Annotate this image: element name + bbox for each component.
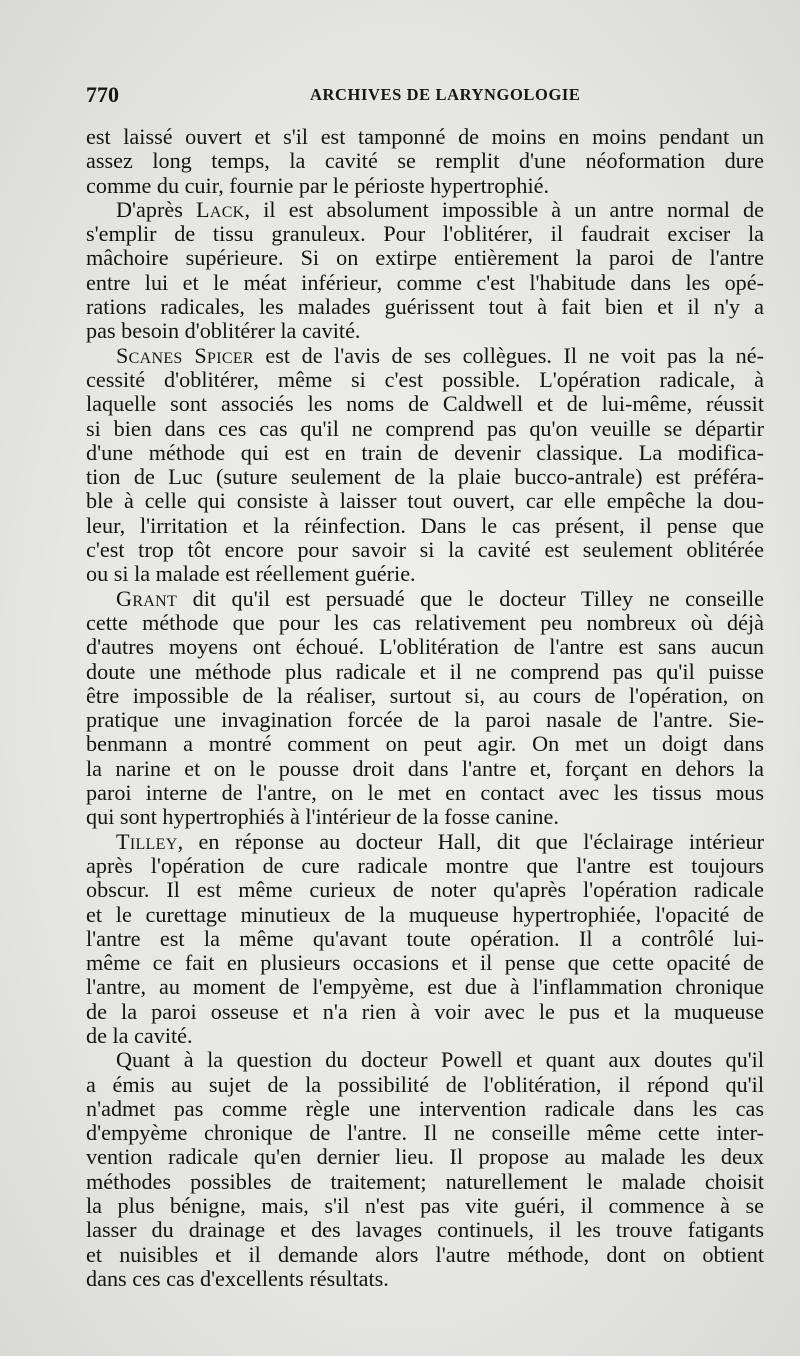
text-line: pratique une invagination forcée de la paroi nasale de l'antre. Sie- [86,707,764,733]
speaker-name: Lack [195,196,245,222]
page-number: 770 [86,82,119,107]
text-line: paroi interne de l'antre, on le met en contact avec les tissus mous [86,780,764,806]
text-fragment: D'après [116,196,196,222]
speaker-name: Scanes Spicer [116,342,254,368]
text-line: après l'opération de cure radicale montre que l'antre est toujours [86,852,764,878]
text-line: ble à celle qui consiste à laisser tout ouvert, car elle empêche la dou- [86,488,764,514]
text-line: pas besoin d'oblitérer la cavité. [86,318,361,344]
text-line: d'une méthode qui est en train de devenir classique. La modifica- [86,439,764,465]
speaker-name: Grant [116,585,178,611]
paragraph [86,830,764,1049]
text-fragment: dit qu'il est persuadé que le docteur Tilley ne conseille [177,585,764,611]
text-line: doute une méthode plus radicale et il ne comprend pas qu'il puisse [86,658,764,684]
text-line [86,344,764,368]
text-line [86,587,764,611]
text-line: être impossible de la réaliser, surtout si, au cours de l'opération, on [86,682,764,708]
text-line: rations radicales, les malades guérissent tout à fait bien et il n'y a [86,294,764,320]
text-line: et nuisibles et il demande alors l'autre méthode, dont on obtient [86,1241,764,1267]
page-header [86,82,776,110]
text-line: benmann a montré comment on peut agir. On met un doigt dans [86,731,764,757]
text-fragment: , il est absolument impossible à un antre normal de [244,196,764,222]
text-line: d'autres moyens ont échoué. L'oblitération de l'antre est sans aucun [86,634,764,660]
text-line: de la cavité. [86,1022,193,1048]
text-line: dans ces cas d'excellents résultats. [86,1265,389,1291]
text-line: c'est trop tôt encore pour savoir si la cavité est seulement oblitérée [86,537,764,563]
text-line: même ce fait en plusieurs occasions et il pense que cette opacité de [86,950,764,976]
text-line: et le curettage minutieux de la muqueuse hypertrophiée, l'opacité de [86,901,764,927]
text-line: entre lui et le méat inférieur, comme c'est l'habitude dans les opé- [86,269,764,295]
paragraph [86,1048,764,1291]
text-line: méthodes possibles de traitement; naturellement le malade choisit [86,1168,764,1194]
text-line: laquelle sont associés les noms de Caldwell et de lui-même, réussit [86,391,764,417]
speaker-name: Tilley [116,828,178,854]
text-line: l'antre, au moment de l'empyème, est due à l'inflammation chronique [86,974,764,1000]
paragraph [86,587,764,830]
text-fragment: est de l'avis de ses collègues. Il ne voit pas la né- [253,342,764,368]
text-line: Quant à la question du docteur Powell et quant aux doutes qu'il [116,1047,764,1073]
running-title: ARCHIVES DE LARYNGOLOGIE [310,85,581,104]
text-line: la narine et on le pousse droit dans l'antre et, forçant en dehors la [86,755,764,781]
text-line: cessité d'oblitérer, même si c'est possible. L'opération radicale, à [86,366,764,392]
text-line: leur, l'irritation et la réinfection. Dans le cas présent, il pense que [86,512,764,538]
text-line: d'empyème chronique de l'antre. Il ne conseille même cette inter- [86,1120,764,1146]
text-line: n'admet pas comme règle une intervention radicale dans les cas [86,1095,764,1121]
paragraph [86,344,764,587]
text-line: qui sont hypertrophiés à l'intérieur de la fosse canine. [86,804,559,830]
text-line: est laissé ouvert et s'il est tamponné de moins en moins pendant un [86,124,764,149]
text-line: l'antre est la même qu'avant toute opération. Il a contrôlé lui- [86,925,764,951]
paragraph [86,198,764,344]
text-line: s'emplir de tissu granuleux. Pour l'oblitérer, il faudrait exciser la [86,221,764,247]
text-line: cette méthode que pour les cas relativement peu nombreux où déjà [86,609,764,635]
text-line [86,830,764,854]
text-line: mâchoire supérieure. Si on extirpe entièrement la paroi de l'antre [86,245,764,271]
text-fragment: , en réponse au docteur Hall, dit que l'éclairage intérieur [177,828,764,854]
text-line [86,198,764,222]
text-line: ou si la malade est réellement guérie. [86,561,416,587]
text-line: assez long temps, la cavité se remplit d'une néoformation dure [86,148,764,174]
body-text [86,125,764,1291]
paragraph [86,125,764,198]
text-line: obscur. Il est même curieux de noter qu'après l'opération radicale [86,877,764,903]
text-line: tion de Luc (suture seulement de la plaie bucco-antrale) est préféra- [86,464,764,490]
text-line: a émis au sujet de la possibilité de l'oblitération, il répond qu'il [86,1071,764,1097]
text-line: la plus bénigne, mais, s'il n'est pas vite guéri, il commence à se [86,1193,764,1219]
text-line: de la paroi osseuse et n'a rien à voir avec le pus et la muqueuse [86,998,764,1024]
text-line: si bien dans ces cas qu'il ne comprend pas qu'on veuille se départir [86,415,764,441]
text-line: comme du cuir, fournie par le périoste hypertrophié. [86,172,550,198]
text-line: lasser du drainage et des lavages continuels, il les trouve fatigants [86,1217,764,1243]
text-line: vention radicale qu'en dernier lieu. Il propose au malade les deux [86,1144,764,1170]
